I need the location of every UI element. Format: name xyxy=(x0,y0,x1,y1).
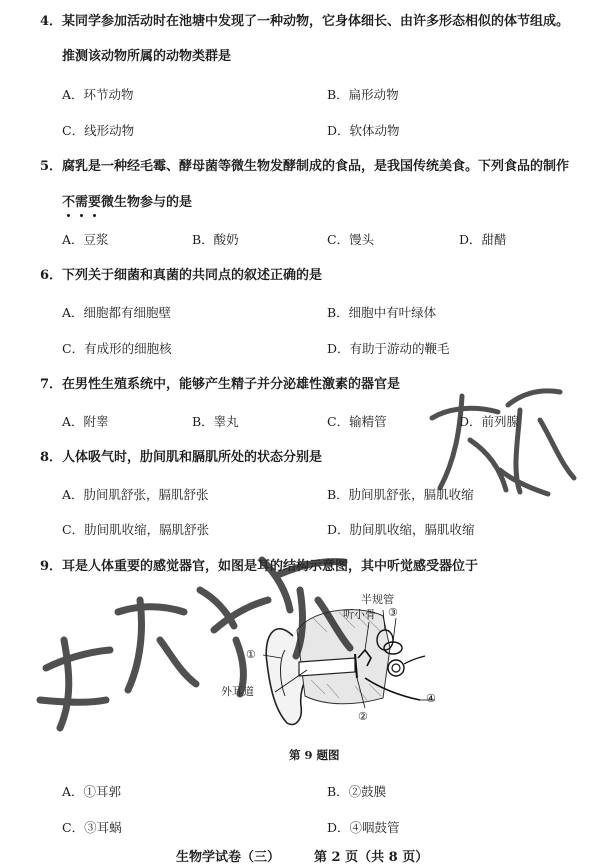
question-4-stem: 4．某同学参加活动时在池塘中发现了一种动物，它身体细长、由许多形态相似的体节组成。 xyxy=(40,14,570,29)
q9-option-a: A．①耳郭 xyxy=(62,784,122,799)
cochlea-shape xyxy=(392,664,400,672)
q4-option-a: A．环节动物 xyxy=(62,87,134,102)
q5-option-c: C．馒头 xyxy=(327,232,375,247)
q8-option-d: D．肋间肌收缩，膈肌收缩 xyxy=(327,522,475,537)
q7-option-a: A．附睾 xyxy=(62,414,109,429)
q4-option-b: B．扁形动物 xyxy=(327,87,399,102)
q6-option-a: A．细胞都有细胞壁 xyxy=(62,305,172,320)
footer-title: 生物学试卷（三） xyxy=(176,850,281,865)
emphasis-dot xyxy=(80,214,83,217)
q8-option-b: B．肋间肌舒张，膈肌收缩 xyxy=(327,487,474,502)
temporal-bone-region xyxy=(297,610,390,704)
question-4-stem-cont: 推测该动物所属的动物类群是 xyxy=(62,49,232,64)
q8-option-c: C．肋间肌收缩，膈肌舒张 xyxy=(62,522,210,537)
q4-option-c: C．线形动物 xyxy=(62,123,135,138)
marker-1: ① xyxy=(246,648,256,661)
question-6-stem: 6．下列关于细菌和真菌的共同点的叙述正确的是 xyxy=(40,268,323,283)
q4-option-d: D．软体动物 xyxy=(327,123,400,138)
q9-option-b: B．②鼓膜 xyxy=(327,784,387,799)
q6-option-b: B．细胞中有叶绿体 xyxy=(327,305,437,320)
q6-option-d: D．有助于游动的鞭毛 xyxy=(327,341,450,356)
q7-option-c: C．输精管 xyxy=(327,414,387,429)
q5-option-a: A．豆浆 xyxy=(62,232,109,247)
marker-3: ③ xyxy=(388,606,398,619)
question-7-stem: 7．在男性生殖系统中，能够产生精子并分泌雄性激素的器官是 xyxy=(40,377,401,392)
q9-option-d: D．④咽鼓管 xyxy=(327,820,400,835)
figure-caption: 第 9 题图 xyxy=(289,748,340,762)
label-ear-canal: 外耳道 xyxy=(221,685,254,698)
emphasis-dot xyxy=(67,214,70,217)
q7-option-d: D．前列腺 xyxy=(459,414,520,429)
emphasis-dot xyxy=(93,214,96,217)
marker-4: ④ xyxy=(426,692,436,705)
question-8-stem: 8．人体吸气时，肋间肌和膈肌所处的状态分别是 xyxy=(40,450,323,465)
label-semicircular-canals: 半规管 xyxy=(361,593,394,606)
q5-option-b: B．酸奶 xyxy=(192,232,239,247)
marker-2: ② xyxy=(358,710,368,723)
question-5-stem-cont: 不需要微生物参与的是 xyxy=(62,195,193,210)
cochlea-shape xyxy=(388,660,404,676)
q5-option-d: D．甜醋 xyxy=(459,232,507,247)
q8-option-a: A．肋间肌舒张，膈肌舒张 xyxy=(62,487,209,502)
auditory-nerve-shape xyxy=(404,656,425,664)
question-9-stem: 9．耳是人体重要的感觉器官，如图是耳的结构示意图，其中听觉感受器位于 xyxy=(40,559,479,574)
q6-option-c: C．有成形的细胞核 xyxy=(62,341,172,356)
label-ossicles: 听小骨 xyxy=(343,608,376,621)
q9-option-c: C．③耳蜗 xyxy=(62,820,122,835)
question-5-stem: 5．腐乳是一种经毛霉、酵母菌等微生物发酵制成的食品，是我国传统美食。下列食品的制作 xyxy=(40,159,570,174)
q7-option-b: B．睾丸 xyxy=(192,414,239,429)
footer-page-number: 第 2 页（共 8 页） xyxy=(314,850,429,865)
